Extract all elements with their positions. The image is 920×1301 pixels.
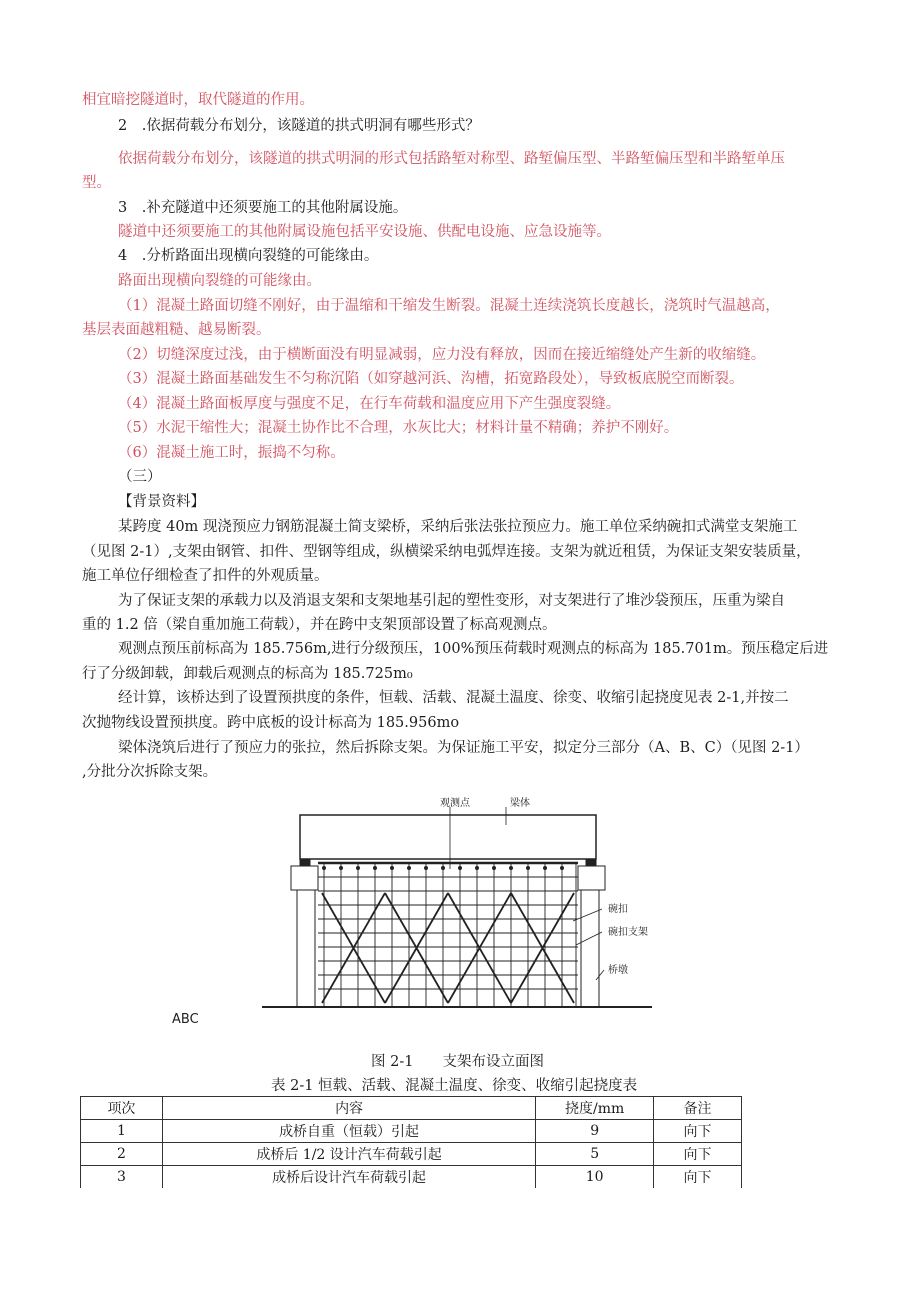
header-cell: 项次 (81, 1097, 163, 1120)
question-3: 3 .补充隧道中还须要施工的其他附属设施。 (118, 200, 408, 216)
answer-2-line1: 依据荷载分布划分，该隧道的拱式明洞的形式包括路堑对称型、路堑偏压型、半路堑偏压型和半路堑单压 (118, 151, 785, 167)
answer-4-item: 基层表面越粗糙、越易断裂。 (82, 322, 271, 338)
answer-4-item: （6）混凝土施工时，振捣不匀称。 (118, 445, 345, 461)
table-header-row (81, 1097, 742, 1120)
table-caption: 表 2-1 恒载、活载、混凝土温度、徐变、收缩引起挠度表 (271, 1078, 638, 1094)
answer-2-line2: 型。 (82, 175, 111, 191)
label-bowl-buckle: 碗扣 (608, 904, 628, 915)
answer-4-item: （4）混凝土路面板厚度与强度不足，在行车荷载和温度应用下产生强度裂缝。 (118, 396, 621, 412)
answer-1-tail: 相宜暗挖隧道时，取代隧道的作用。 (82, 92, 314, 108)
paragraph-line: 为了保证支架的承载力以及消退支架和支架地基引起的塑性变形，对支架进行了堆沙袋预压，压重为梁自 (118, 593, 785, 609)
answer-4-item: （3）混凝土路面基础发生不匀称沉陷（如穿越河浜、沟槽，拓宽路段处），导致板底脱空而断裂。 (118, 371, 744, 387)
table-row (81, 1120, 742, 1143)
pier-cap-left (291, 866, 318, 890)
bearing-right (586, 859, 596, 866)
table-cell: 5 (536, 1143, 654, 1166)
support-caps (322, 866, 564, 870)
paragraph-line: 某跨度 40m 现浇预应力钢筋混凝土简支梁桥，采纳后张法张拉预应力。施工单位采纳碗扣式满堂支架施工 (118, 519, 798, 535)
section-heading: 【背景资料】 (118, 494, 205, 510)
pier-cap-right (578, 866, 605, 890)
answer-4-item: （2）切缝深度过浅，由于横断面没有明显减弱，应力没有释放，因而在接近缩缝处产生新的收缩缝。 (118, 347, 766, 363)
answer-3: 隧道中还须要施工的其他附属设施包括平安设施、供配电设施、应急设施等。 (118, 224, 611, 240)
table-row (81, 1143, 742, 1166)
scaffold-grid (318, 863, 578, 1007)
bearing-left (300, 859, 310, 866)
answer-4-item: （5）水泥干缩性大；混凝土协作比不合理，水灰比大；材料计量不精确；养护不刚好。 (118, 420, 679, 436)
pier-left (297, 890, 315, 1007)
label-observe-point: 观测点 (440, 798, 470, 809)
section-number: （三） (118, 469, 162, 485)
pier-right (581, 890, 599, 1007)
table-cell: 9 (536, 1120, 654, 1143)
question-4: 4 .分析路面出现横向裂缝的可能缘由。 (118, 248, 379, 264)
paragraph-line: 观测点预压前标高为 185.756m,进行分级预压，100%预压荷载时观测点的标高为 185.701m。预压稳定后进 (118, 641, 829, 657)
table-cell: 向下 (654, 1120, 742, 1143)
table-cell: 向下 (654, 1143, 742, 1166)
label-pier: 桥墩 (608, 965, 628, 976)
paragraph-line: ,分批分次拆除支架。 (82, 764, 218, 780)
answer-4-item: （1）混凝土路面切缝不刚好，由于温缩和干缩发生断裂。混凝土连续浇筑长度越长，浇筑时气温越高， (118, 298, 780, 314)
table-cell: 向下 (654, 1166, 742, 1189)
paragraph-line: 梁体浇筑后进行了预应力的张拉，然后拆除支架。为保证施工平安，拟定分三部分（A、B、C）（见图 2-1） (118, 740, 809, 756)
support-elevation-diagram (260, 795, 660, 1013)
deflection-table (80, 1096, 742, 1188)
table-cell: 2 (81, 1143, 163, 1166)
label-bowl-support: 碗扣支架 (608, 927, 648, 938)
leader-bowl-buckle (573, 909, 602, 921)
paragraph-line: 经计算，该桥达到了设置预拱度的条件，恒载、活载、混凝土温度、徐变、收缩引起挠度见表 2-1,并按二 (118, 690, 789, 706)
table-cell: 10 (536, 1166, 654, 1189)
question-2: 2 .依据荷载分布划分，该隧道的拱式明洞有哪些形式？ (118, 118, 480, 134)
answer-4-intro: 路面出现横向裂缝的可能缘由。 (118, 273, 321, 289)
paragraph-line: 次抛物线设置预拱度。跨中底板的设计标高为 185.956mo (82, 715, 460, 731)
leader-pier (596, 970, 604, 980)
leader-bowl-support (576, 932, 602, 945)
paragraph-line: 施工单位仔细检查了扣件的外观质量。 (82, 568, 329, 584)
header-cell: 挠度/mm (536, 1097, 654, 1120)
table-cell: 1 (81, 1120, 163, 1143)
label-beam: 梁体 (510, 798, 530, 809)
table-row (81, 1166, 742, 1189)
paragraph-line: 重的 1.2 倍（梁自重加施工荷载），并在跨中支架顶部设置了标高观测点。 (82, 617, 557, 633)
beam-body (300, 815, 596, 859)
cross-bracing (322, 893, 574, 1003)
figure-caption: 图 2-1 支架布设立面图 (371, 1054, 544, 1070)
paragraph-line: （见图 2-1）,支架由钢管、扣件、型钢等组成，纵横梁采纳电弧焊连接。支架为就近租赁，为保证支架安装质量， (82, 544, 811, 560)
header-cell: 内容 (162, 1097, 535, 1120)
header-cell: 备注 (654, 1097, 742, 1120)
table-cell: 成桥后设计汽车荷载引起 (162, 1166, 535, 1189)
paragraph-line: 行了分级卸载，卸载后观测点的标高为 185.725m₀ (82, 666, 413, 682)
table-cell: 成桥自重（恒载）引起 (162, 1120, 535, 1143)
table-cell: 成桥后 1/2 设计汽车荷载引起 (162, 1143, 535, 1166)
table-cell: 3 (81, 1166, 163, 1189)
abc-label: ABC (172, 1012, 199, 1027)
